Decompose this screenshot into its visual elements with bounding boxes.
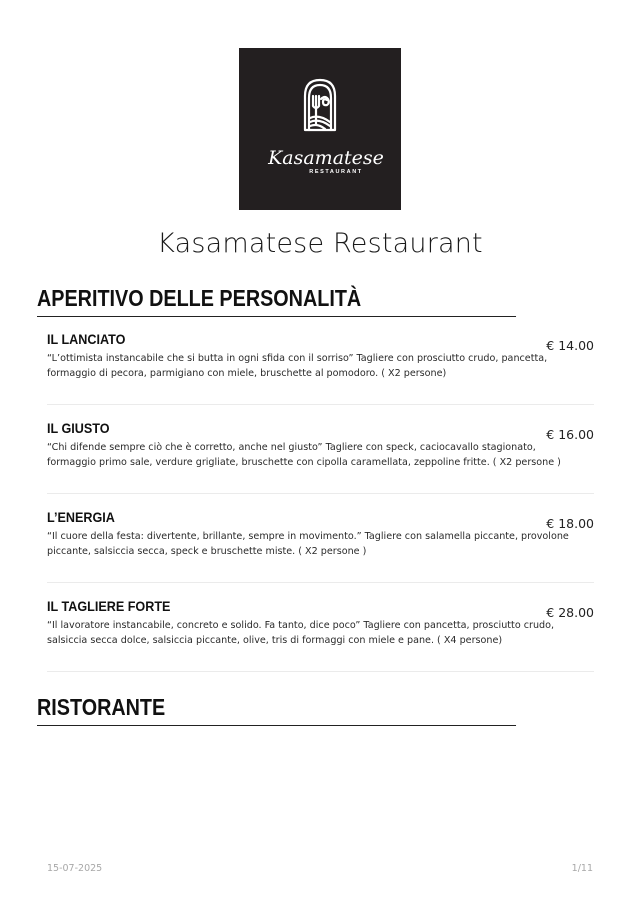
logo-emblem-icon [239,48,401,210]
item-description: “Il cuore della festa: divertente, brillante, sempre in movimento.” Tagliere con salamella piccante, provolone piccante, salsiccia secca, speck e bruschette miste. ( X2 persone ) [47,531,569,557]
item-description: “Chi difende sempre ciò che è corretto, anche nel giusto” Tagliere con speck, caciocavallo stagionato, formaggio primo sale, verdure grigliate, bruschette con cipolla caramellata, zeppoline fritte. ( X2 persone ) [47,442,561,468]
logo-script-name: Kasamatese [268,147,384,169]
item-name: IL LANCIATO [47,331,126,347]
section-title: RISTORANTE [37,692,516,726]
item-description: “L’ottimista instancabile che si butta in ogni sfida con il sorriso” Tagliere con prosciutto crudo, pancetta, formaggio di pecora, parmigiano con miele, bruschette al pomodoro. ( X2 persone) [47,353,548,379]
footer-date: 15-07-2025 [47,863,103,874]
section-ristorante [37,692,594,726]
section-aperitivo [37,283,594,317]
item-name: IL GIUSTO [47,420,110,436]
item-description: “Il lavoratore instancabile, concreto e solido. Fa tanto, dice poco” Tagliere con pancetta, prosciutto crudo, salsiccia secca dolce, salsiccia piccante, olive, tris di formaggi con miele e pane. ( X4 persone) [47,620,555,646]
page-title: Kasamatese Restaurant [157,228,483,259]
logo-sub-name: RESTAURANT [309,169,363,175]
item-divider [47,493,594,494]
section-title: APERITIVO DELLE PERSONALITÀ [37,283,516,317]
footer-page-number: 1/11 [571,863,593,874]
item-price: € 16.00 [546,427,594,442]
item-name: IL TAGLIERE FORTE [47,598,171,614]
item-price: € 18.00 [546,516,594,531]
item-divider [47,582,594,583]
item-divider [47,671,594,672]
restaurant-logo [239,48,401,210]
item-price: € 14.00 [546,338,594,353]
item-price: € 28.00 [546,605,594,620]
item-name: L’ENERGIA [47,509,115,525]
item-divider [47,404,594,405]
